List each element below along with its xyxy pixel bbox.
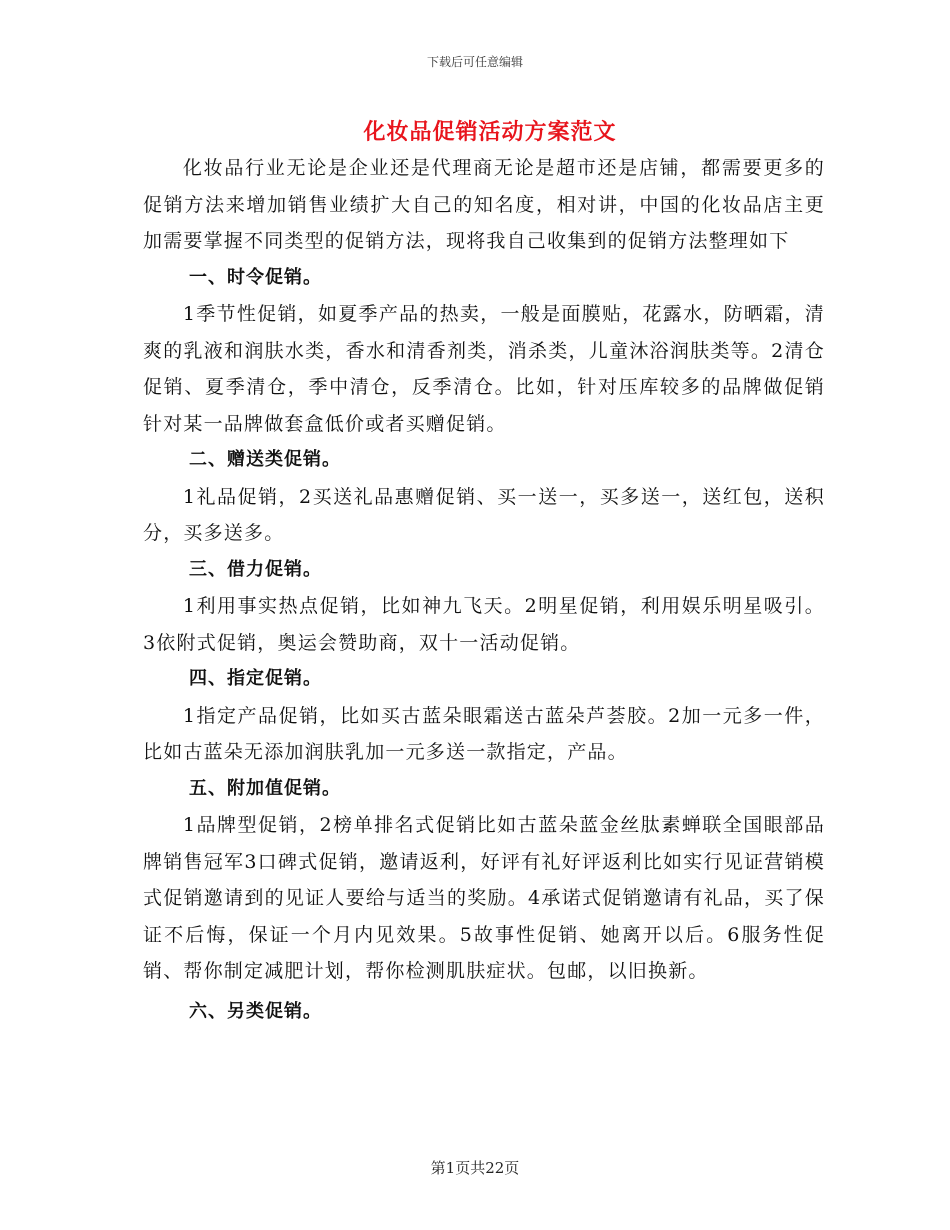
section-heading-alternative: 六、另类促销。 xyxy=(189,1000,322,1022)
section-heading-added-value: 五、附加值促销。 xyxy=(189,777,341,799)
section-body-leverage: 1利用事实热点促销，比如神九飞天。2明星促销，利用娱乐明星吸引。3依附式促销，奥运会赞助商，双十一活动促销。 xyxy=(143,595,825,654)
document-title: 化妆品促销活动方案范文 xyxy=(363,119,617,145)
section-body-designated: 1指定产品促销，比如买古蓝朵眼霜送古蓝朵芦荟胶。2加一元多一件，比如古蓝朵无添加润肤乳加一元多送一款指定，产品。 xyxy=(143,704,825,763)
section-heading-designated: 四、指定促销。 xyxy=(189,668,322,689)
section-body-added-value: 1品牌型促销，2榜单排名式促销比如古蓝朵蓝金丝肽素蝉联全国眼部品牌销售冠军3口碑式促销，邀请返利，好评有礼好评返利比如实行见证营销模式促销邀请到的见证人要给与适当的奖励。4承诺式促销邀请有礼品，买了保证不后悔，保证一个月内见效果。5故事性促销、她离开以后。6服务性促销、帮你制定减肥计划，帮你检测肌肤症状。包邮，以旧换新。 xyxy=(143,814,825,982)
section-heading-seasonal: 一、时令促销。 xyxy=(189,266,322,288)
section-heading-gift: 二、赠送类促销。 xyxy=(189,449,341,470)
section-heading-leverage: 三、借力促销。 xyxy=(189,558,322,580)
page-header-note: 下载后可任意编辑 xyxy=(426,55,523,69)
section-body-seasonal: 1季节性促销，如夏季产品的热卖，一般是面膜贴，花露水，防晒霜，清爽的乳液和润肤水类，香水和清香剂类，消杀类，儿童沐浴润肤类等。2清仓促销、夏季清仓，季中清仓，反季清仓。比如，针对压库较多的品牌做促销针对某一品牌做套盒低价或者买赠促销。 xyxy=(143,303,825,435)
intro-paragraph: 化妆品行业无论是企业还是代理商无论是超市还是店铺，都需要更多的促销方法来增加销售业绩扩大自己的知名度，相对讲，中国的化妆品店主更加需要掌握不同类型的促销方法，现将我自己收集到的促销方法整理如下 xyxy=(143,157,825,252)
section-body-gift: 1礼品促销，2买送礼品惠赠促销、买一送一，买多送一，送红包，送积分，买多送多。 xyxy=(143,485,825,544)
document-body xyxy=(143,150,825,1030)
page-number-footer: 第1页共22页 xyxy=(430,1159,520,1177)
